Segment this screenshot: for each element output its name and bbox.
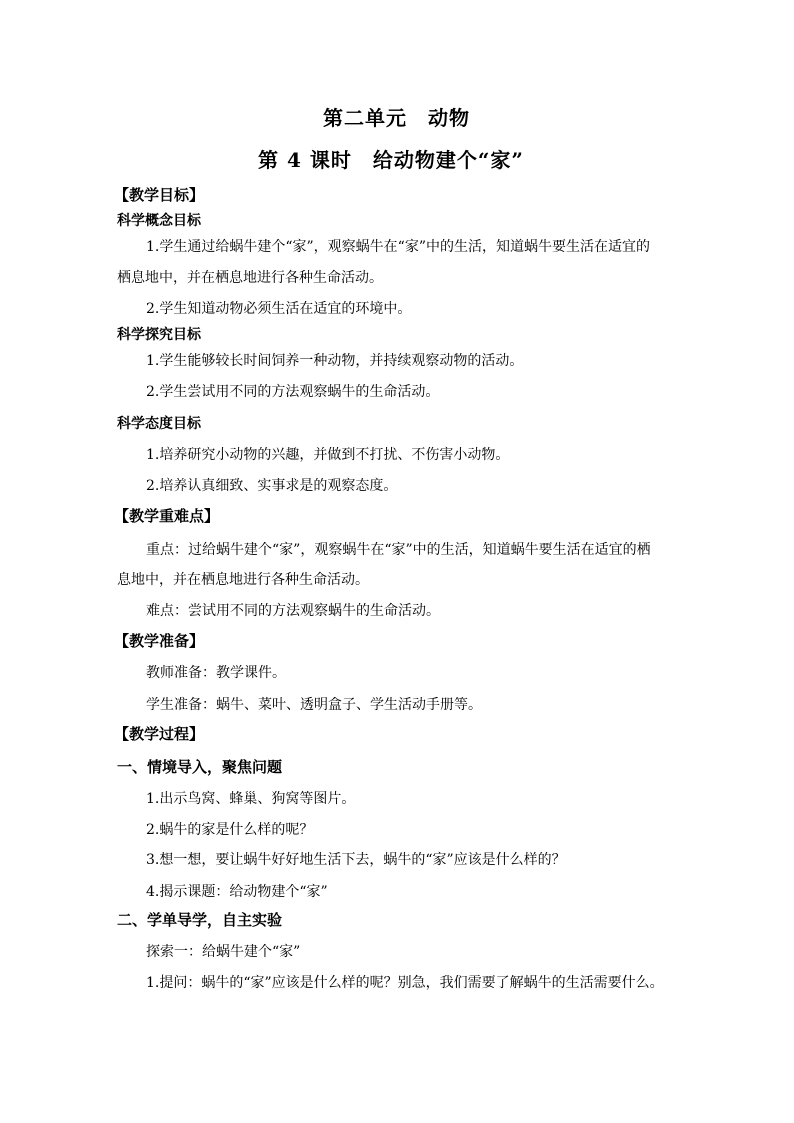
concept-goal-2: 2.学生知道动物必须生活在适宜的环境中。	[146, 301, 412, 317]
part-1-item-1: 1.出示鸟窝、蜂巢、狗窝等图片。	[146, 791, 356, 807]
part-1-heading: 一、情境导入，聚焦问题	[117, 758, 283, 776]
teacher-preparation: 教师准备：教学课件。	[146, 665, 286, 681]
attitude-goal-1: 1.培养研究小动物的兴趣，并做到不打扰、不伤害小动物。	[146, 447, 510, 463]
preparation-heading: 【教学准备】	[114, 632, 205, 650]
teaching-goals-heading: 【教学目标】	[114, 186, 205, 204]
part-2-heading: 二、学单导学，自主实验	[117, 911, 283, 929]
attitude-goal-2: 2.培养认真细致、实事求是的观察态度。	[146, 478, 398, 494]
lesson-title: 第 4 课时 给动物建个“家”	[258, 148, 524, 172]
key-difficult-points-heading: 【教学重难点】	[114, 507, 220, 525]
teaching-process-heading: 【教学过程】	[114, 725, 205, 743]
inquiry-goals-heading: 科学探究目标	[117, 327, 201, 343]
concept-goals-heading: 科学概念目标	[117, 213, 201, 229]
part-2-item-1: 1.提问：蜗牛的“家”应该是什么样的呢？别急，我们需要了解蜗牛的生活需要什么。	[146, 975, 664, 991]
concept-goal-1-line-2: 栖息地中，并在栖息地进行各种生命活动。	[117, 270, 383, 286]
key-point-line-1: 重点：过给蜗牛建个“家”，观察蜗牛在“家”中的生活，知道蜗牛要生活在适宜的栖	[146, 542, 651, 558]
key-point-line-2: 息地中，并在栖息地进行各种生命活动。	[117, 572, 369, 588]
attitude-goals-heading: 科学态度目标	[117, 416, 201, 432]
part-1-item-2: 2.蜗牛的家是什么样的呢？	[146, 822, 314, 838]
part-1-item-3: 3.想一想，要让蜗牛好好地生活下去，蜗牛的“家”应该是什么样的？	[146, 852, 566, 868]
difficult-point: 难点：尝试用不同的方法观察蜗牛的生命活动。	[146, 603, 440, 619]
inquiry-goal-2: 2.学生尝试用不同的方法观察蜗牛的生命活动。	[146, 384, 440, 400]
concept-goal-1-line-1: 1.学生通过给蜗牛建个“家”，观察蜗牛在“家”中的生活，知道蜗牛要生活在适宜的	[146, 239, 650, 255]
part-1-item-4: 4.揭示课题：给动物建个“家”	[146, 884, 328, 900]
inquiry-goal-1: 1.学生能够较长时间饲养一种动物，并持续观察动物的活动。	[146, 353, 524, 369]
explore-1-heading: 探索一：给蜗牛建个“家”	[146, 944, 301, 960]
student-preparation: 学生准备：蜗牛、菜叶、透明盒子、学生活动手册等。	[146, 697, 482, 713]
unit-title: 第二单元 动物	[323, 106, 470, 130]
